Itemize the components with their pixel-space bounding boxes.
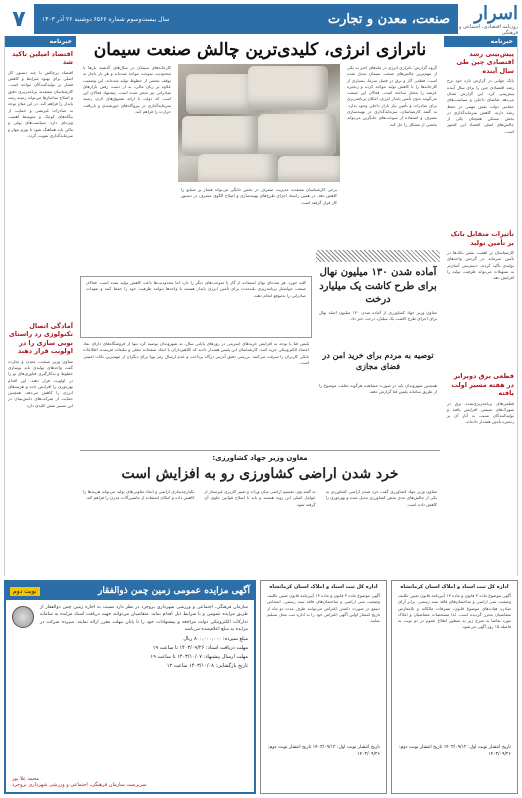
ad-opening-date: تاریخ بازگشایی: ۱۴۰۳/۱۰/۰۸ ساعت ۱۲ [166, 663, 248, 670]
right-news-text-1: بانک جهانی در گزارش تازه خود نرخ رشد اقتصادی چین را برای سال آینده پیش‌بینی کرد. این گزارش نشان می‌دهد تقاضای داخلی و سیاست‌های حمایتی دولت نقش مهمی در حفظ رشد دارند. کاهش سرمایه‌گذاری در بخش مسکن همچنان یکی از چالش‌های اصلی اقتصاد این کشور است. [447, 78, 514, 134]
agri-story-col-1: معاون وزیر جهاد کشاورزی گفت خرد شدن اراضی کشاورزی به یکی از چالش‌های جدی بخش کشاورزی تبدیل شده و بهره‌وری را کاهش داده است. [325, 489, 437, 507]
ad-title: آگهی مزایده عمومی زمین چمن ذوالفقار [97, 586, 250, 596]
registry-notice-2 [260, 580, 387, 794]
notice-2-head: اداره کل ثبت اسناد و املاک استان کرمانشاه [269, 584, 378, 590]
registry-notice-1 [391, 580, 518, 794]
page-number: ۷ [4, 4, 34, 34]
newspaper-logo [458, 4, 518, 34]
right-news-title-1: پیش‌بینی رشد اقتصادی چین طی سال آینده [456, 50, 514, 75]
tree-story-text: معاون وزیر جهاد کشاورزی از آماده شدن ۱۳۰ میلیون اصله نهال برای اجرای طرح کاشت یک میلیارد درخت خبر داد. [319, 309, 437, 321]
ad-signer-name: محمد علا پور [12, 776, 39, 782]
right-news-column [444, 36, 518, 576]
agri-story-col-3: یکپارچه‌سازی اراضی و ایجاد تعاونی‌های تولید می‌تواند هزینه‌ها را کاهش داده و امکان استفاده از ماشین‌آلات مدرن را فراهم کند. [83, 489, 195, 501]
right-news-title-3: قطعی برق دوبرابر در هفته مسیر اولت یافته [451, 372, 514, 398]
ad-round-badge: نوبت دوم [10, 587, 40, 596]
notices-row [4, 580, 518, 794]
left-news-title-1: اقتصاد امیلین تاکید شد [12, 50, 73, 67]
main-story-text-right: گروه گزارش: ناترازی انرژی در ماه‌های اخیر به یکی از مهم‌ترین چالش‌های صنعت سیمان تبدیل شده است. قطعی گاز و برق در فصل سرما، بسیاری از کارخانه‌ها را با کاهش تولید مواجه کرده و زنجیره عرضه را مختل ساخته است. فعالان این صنعت می‌گویند بدون تأمین پایدار انرژی، امکان برنامه‌ریزی برای صادرات و تأمین نیاز بازار داخلی وجود ندارد. به گفته کارشناسان، سرمایه‌گذاری در بهینه‌سازی مصرف و استفاده از سوخت‌های جایگزین می‌تواند بخشی از مشکل را حل کند. [347, 65, 437, 127]
main-story-area [80, 36, 440, 576]
page-header [4, 4, 518, 34]
online-shopping-title: توصیه به مردم برای خرید امن در فضای مجازی [322, 350, 434, 372]
agri-story-body [80, 488, 440, 576]
online-shopping-text-right: همچنین شهروندان باید در صورت مشاهده هرگونه تخلف، موضوع را از طریق سامانه پلیس فتا گزارش دهند. [319, 383, 437, 395]
left-box-head: خبرنامه [5, 36, 76, 47]
main-headline: ناترازی انرژی، کلیدی‌ترین چالش صنعت سیمان [93, 40, 427, 60]
logo-tagline: روزنامه اقتصادی، اجتماعی و فرهنگی [458, 23, 518, 36]
section-title: صنعت، معدن و تجارت [327, 11, 450, 27]
tree-story-title: آماده شدن ۱۳۰ میلیون نهال برای طرح کاشت یک میلیارد درخت [319, 267, 437, 305]
ad-signature [12, 776, 147, 788]
ad-signer-role: سرپرست سازمان فرهنگی، اجتماعی و ورزشی شهرداری بروجرد [12, 782, 147, 788]
agri-story-kicker: معاون وزیر جهاد کشاورزی: [212, 454, 308, 462]
municipality-emblem-icon [12, 606, 34, 628]
ad-doc-deadline: مهلت دریافت اسناد: ۱۴۰۳/۰۹/۲۶ تا ساعت ۱۹ [152, 645, 248, 652]
quote-box-text: کلید خورد. هر شده‌ای توان استفاده از گاز یا سوخت‌های دیگر را دارد اما محدودیت‌ها باعث کاهش تولید شده است. فعالان صنعت خواستار برنامه‌ریزی بلندمدت برای تأمین انرژی پایدار هستند تا واحدها بتوانند ظرفیت خود را حفظ کنند و تعهدات صادراتی را به‌موقع انجام دهند. [86, 280, 306, 298]
main-story-text-left: کارخانه‌های سیمان در سال‌های گذشته بارها با محدودیت سوخت مواجه شده‌اند و هر بار ناچار به توقف بخشی از خطوط تولید شده‌اند. این وضعیت علاوه بر زیان مالی، به از دست رفتن بازارهای صادراتی نیز منجر شده است. پیشنهاد فعالان این است که دولت با ارائه مشوق‌های لازم، زمینه سرمایه‌گذاری در نیروگاه‌های خورشیدی و بازیافت حرارت را فراهم کند. [83, 65, 171, 115]
agri-story-title: خرد شدن اراضی کشاورزی رو به افزایش است [121, 466, 399, 482]
header-band [34, 4, 458, 34]
tree-story [316, 264, 440, 348]
notice-1-head: اداره کل ثبت اسناد و املاک استان کرمانشاه [400, 584, 509, 590]
ad-offer-deadline: مهلت ارسال پیشنهاد: ۱۴۰۳/۱۰/۰۷ تا ساعت ۱۹ [150, 654, 248, 661]
decorative-pattern [316, 250, 440, 262]
online-shopping-text-left: پلیس فتا با توجه به افزایش خریدهای اینترنتی در روزهای پایانی سال، به شهروندان توصیه کرد تنها از فروشگاه‌های دارای نماد اعتماد الکترونیکی خرید کنند. کارشناسان این پلیس هشدار دادند که کلاهبرداران با ایجاد صفحات جعلی و تبلیغات فریبنده، اطلاعات بانکی کاربران را سرقت می‌کنند. بررسی دقیق آدرس درگاه پرداخت و عدم ارسال رمز پویا برای دیگران از مهم‌ترین نکات امنیتی است. [83, 341, 309, 365]
notice-2-footer: تاریخ انتشار نوبت اول: ۱۴۰۳/۰۹/۱۲ تاریخ انتشار نوبت دوم: ۱۴۰۳/۰۹/۲۶ [267, 745, 380, 758]
main-story-text-middle: برخی کارشناسان معتقدند مدیریت مصرف در بخش خانگی می‌تواند فشار بر صنایع را کاهش دهد. در همین راستا، اجرای طرح‌های بهینه‌سازی و اصلاح الگوی مصرف در دستور کار قرار گرفته است. [181, 187, 337, 205]
ad-dates [6, 633, 254, 673]
ad-header [6, 582, 254, 600]
notice-1-text: آگهی موضوع ماده ۳ قانون و ماده ۱۳ آیین‌نامه قانون تعیین تکلیف وضعیت ثبتی اراضی و ساختمان‌های فاقد سند رسمی. برابر آرای صادره هیات‌های موضوع قانون، تصرفات مالکانه و بلامعارض متقاضیان محرز گردیده است. لذا مشخصات متقاضیان و املاک مورد تقاضا به شرح زیر به منظور اطلاع عموم در دو نوبت به فاصله ۱۵ روز آگهی می‌شود. [398, 593, 511, 630]
agri-story-col-2: به گفته وی، تقسیم اراضی میان وراث و تغییر کاربری غیرمجاز از عوامل اصلی این روند هستند و باید با اصلاح قوانین جلوی آن گرفته شود. [204, 489, 316, 507]
right-news-text-2: کارشناسان بر اهمیت نقش بانک‌ها در تأمین سرمایه در گردش واحدهای تولیدی تأکید کردند. دسترسی آسان‌تر به تسهیلات می‌تواند ظرفیت تولید را افزایش دهد. [447, 250, 514, 281]
right-news-text-3: قطعی‌های برنامه‌ریزی‌شده برق در شهرک‌های صنعتی افزایش یافته و تولیدکنندگان نسبت به آثار آن بر زنجیره تأمین هشدار داده‌اند. [447, 400, 514, 425]
section-divider [80, 450, 440, 451]
issue-meta: سال بیست‌وسوم شماره ۶۵۶۶ دوشنبه ۲۶ آذر ۱۴۰۳ [42, 15, 170, 23]
notice-1-footer: تاریخ انتشار نوبت اول: ۱۴۰۳/۰۹/۱۲ تاریخ انتشار نوبت دوم: ۱۴۰۳/۰۹/۲۶ [398, 745, 511, 758]
quote-box [80, 276, 312, 338]
logo-text: اسرار [474, 2, 518, 24]
ad-deposit: مبلغ سپرده: ۸۰۰,۰۰۰,۰۰۰ ریال [183, 636, 248, 643]
left-news-column [4, 36, 76, 576]
left-news-text-1: اقتصاد پرچالش با چند دستور کار اصلی برای بهبود شرایط و کاهش فشار بر تولیدکنندگان مواجه است. کارشناسان معتقدند برنامه‌ریزی دقیق و اصلاح ساختارها می‌تواند زمینه رشد پایدار را فراهم کند. در این میان توجه به صادرات غیرنفتی و حمایت از بنگاه‌های کوچک و متوسط اهمیت ویژه‌ای دارد. سیاست‌های پولی و مالی باید هماهنگ شود تا تورم مهار و سرمایه‌گذاری تقویت گردد. [8, 69, 73, 138]
cement-sacks-photo [178, 64, 340, 182]
auction-advertisement [4, 580, 256, 794]
left-news-title-2: آمادگی اتصال تکنولوژی رد راستای نوبی سازی را در اولویت قرار دهند [8, 321, 73, 356]
ad-body: سازمان فرهنگی، اجتماعی و ورزشی شهرداری بروجرد در نظر دارد نسبت به اجاره زمین چمن ذوالفقار از طریق مزایده عمومی و با شرایط ذیل اقدام نماید. متقاضیان می‌توانند جهت دریافت اسناد مزایده به سامانه تدارکات الکترونیکی دولت مراجعه و پیشنهادات خود را تا پایان مهلت مقرر ارائه نمایند. سپرده شرکت در مزایده به مبلغ اعلام‌شده می‌باشد. [40, 605, 248, 633]
left-news-text-2: معاون وزیر صنعت، معدن و تجارت گفت واحدهای تولیدی باید نوسازی خطوط و به‌کارگیری فناوری‌های نو را در اولویت قرار دهند. این اقدام بهره‌وری را افزایش داده و هزینه‌های انرژی را کاهش می‌دهد. همچنین حمایت از شرکت‌های دانش‌بنیان در این مسیر نقش کلیدی دارد. [8, 358, 73, 408]
notice-2-text: آگهی موضوع ماده ۳ قانون و ماده ۱۳ آیین‌نامه قانون تعیین تکلیف وضعیت ثبتی اراضی و ساختمان‌های فاقد سند رسمی. اشخاص ذینفع در صورت داشتن اعتراض می‌توانند ظرف مدت دو ماه از تاریخ انتشار اولین آگهی اعتراض خود را به اداره ثبت محل تسلیم نمایند. [267, 593, 380, 624]
right-box-head: خبرنامه [444, 36, 517, 47]
right-news-title-2: تأثیرات متقابل بانک بر تأمین تولید [450, 230, 514, 247]
